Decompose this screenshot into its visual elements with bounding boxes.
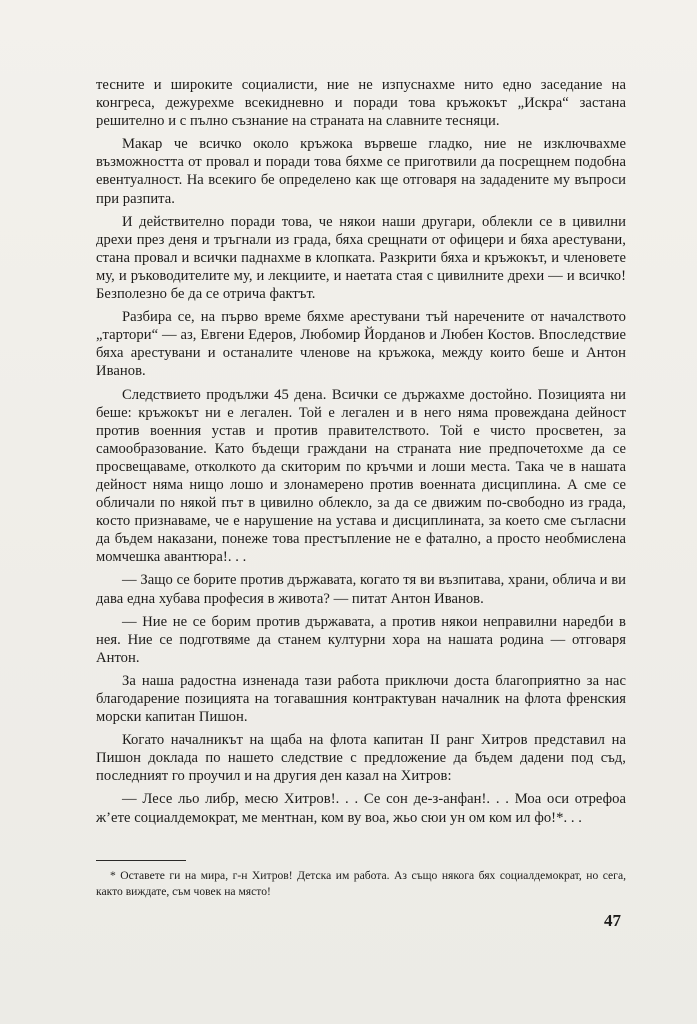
paragraph: Разбира се, на първо време бяхме арестувани тъй наречените от началството „тартори“ — аз, Евгени Едеров, Любомир Йорданов и Любен Костов. Впоследствие бяха арестувани и останалите членове на кръжока, между които беше и Антон Иванов.	[96, 309, 626, 380]
body-text	[96, 76, 626, 832]
paragraph: Когато началникът на щаба на флота капитан II ранг Хитров представил на Пишон доклада по нашето следствие с предложение да бъдем дадени под съд, последният го проучил и на другия ден казал на Хитров:	[96, 732, 626, 785]
paragraph: — Защо се борите против държавата, когато тя ви възпитава, храни, облича и ви дава една хубава професия в живота? — питат Антон Иванов.	[96, 572, 626, 607]
page-number: 47	[604, 911, 621, 930]
footnote-divider	[96, 860, 186, 861]
paragraph: Макар че всичко около кръжока вървеше гладко, ние не изключвахме възможността от провал и поради това бяхме се приготвили да посрещнем подобна евентуалност. На всекиго бе определено как ще отговаря на зададените му въпроси при разпита.	[96, 136, 626, 207]
paragraph: И действително поради това, че някои наши другари, облекли се в цивилни дрехи през деня и тръгнали из града, бяха срещнати от офицери и бяха арестувани, стана провал и всички паднахме в клопката. Разкрити бяха и кръжокът, и членовете му, и ръководителите му, и лекциите, и наетата стая с цивилните дрехи — и всичко! Безполезно бе да се отрича фактът.	[96, 213, 626, 303]
paragraph: тесните и широките социалисти, ние не изпуснахме нито едно заседание на конгреса, дежурехме всекидневно и поради това кръжокът „Искра“ застана решително и с пълно съзнание на страната на славните тесняци.	[96, 77, 626, 130]
paragraph: За наша радостна изненада тази работа приключи доста благоприятно за нас благодарение позицията на тогавашния контрактуван началник на флота френския морски капитан Пишон.	[96, 672, 626, 726]
footnote	[96, 868, 626, 899]
paragraph: — Ние не се борим против държавата, а против някои неправилни наредби в нея. Ние се подготвяме да станем културни хора на нашата родина — отговаря Антон.	[96, 613, 626, 666]
footnote-text: * Оставете ги на мира, г-н Хитров! Детска им работа. Аз също някога бях социалдемократ, но сега, както виждате, съм човек на място!	[96, 869, 626, 898]
paragraph: Следствието продължи 45 дена. Всички се държахме достойно. Позицията ни беше: кръжокът ни е легален. Той е легален и в него няма провеждана дейност против военния устав и против правителството. Той е чисто просветен, за самообразование. Като бъдещи граждани на страната ние предпочетохме да се просвещаваме, отколкото да скиторим по кръчми и лоши места. Така че в нашата дейност няма нищо лошо и злонамерено против военната дисциплина. А сме се обличали по някой път в цивилно облекло, за да се движим по-свободно из града, косто признаваме, че е нарушение на устава и дисциплината, за което сме съгласни да бъдем наказани, понеже това престъпление не е фатално, а просто необмислена момчешка авантюра!. . .	[96, 386, 626, 566]
paragraph: — Лесе льо либр, месю Хитров!. . . Се сон де-з-анфан!. . . Моа оси отрефоа ж’ете социалдемократ, ме ментнан, ком ву воа, жьо сюи ун ом ком ил фо!*. . .	[96, 791, 626, 826]
